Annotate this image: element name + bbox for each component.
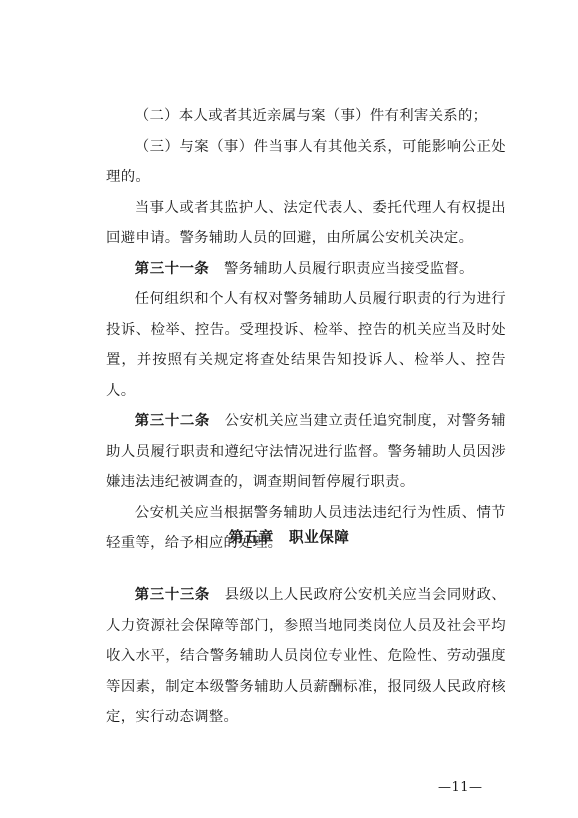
article-31-title: 第三十一条 <box>134 260 210 277</box>
article-31-paragraph <box>106 254 506 285</box>
article-33-text: 县级以上人民政府公安机关应当会同财政、人力资源社会保障等部门，参照当地同类岗位人员及社会平均收入水平，结合警务辅助人员岗位专业性、危险性、劳动强度等因素，制定本级警务辅助人员薪酬标准，报同级人民政府核定，实行动态调整。 <box>106 587 506 725</box>
article-32-title: 第三十二条 <box>134 413 210 429</box>
article-32-paragraph <box>106 406 506 498</box>
chapter-heading: 第五章 职业保障 <box>228 529 350 546</box>
lower-text-block <box>106 580 506 733</box>
recusal-paragraph: 当事人或者其监护人、法定代表人、委托代理人有权提出回避申请。警务辅助人员的回避，由所属公安机关决定。 <box>106 199 506 246</box>
article-33-paragraph <box>106 580 506 733</box>
clause-item-2: （二）本人或者其近亲属与案（事）件有利害关系的； <box>134 108 488 124</box>
page-number: —11— <box>438 780 483 795</box>
article-33-title: 第三十三条 <box>134 587 210 603</box>
article-31-text: 警务辅助人员履行职责应当接受监督。 <box>223 260 474 277</box>
upper-text-block <box>106 101 506 559</box>
article-31-paragraph-2: 任何组织和个人有权对警务辅助人员履行职责的行为进行投诉、检举、控告。受理投诉、检举、控告的机关应当及时处置，并按照有关规定将查处结果告知投诉人、检举人、控告人。 <box>106 291 506 399</box>
article-32-paragraph-2: 公安机关应当根据警务辅助人员违法违纪行为性质、情节轻重等，给予相应的处理。 <box>106 504 506 551</box>
clause-item-3: （三）与案（事）件当事人有其他关系，可能影响公正处理的。 <box>106 138 506 185</box>
article-32-text: 公安机关应当建立责任追究制度，对警务辅助人员履行职责和遵纪守法情况进行监督。警务辅助人员因涉嫌违法违纪被调查的，调查期间暂停履行职责。 <box>106 413 506 490</box>
